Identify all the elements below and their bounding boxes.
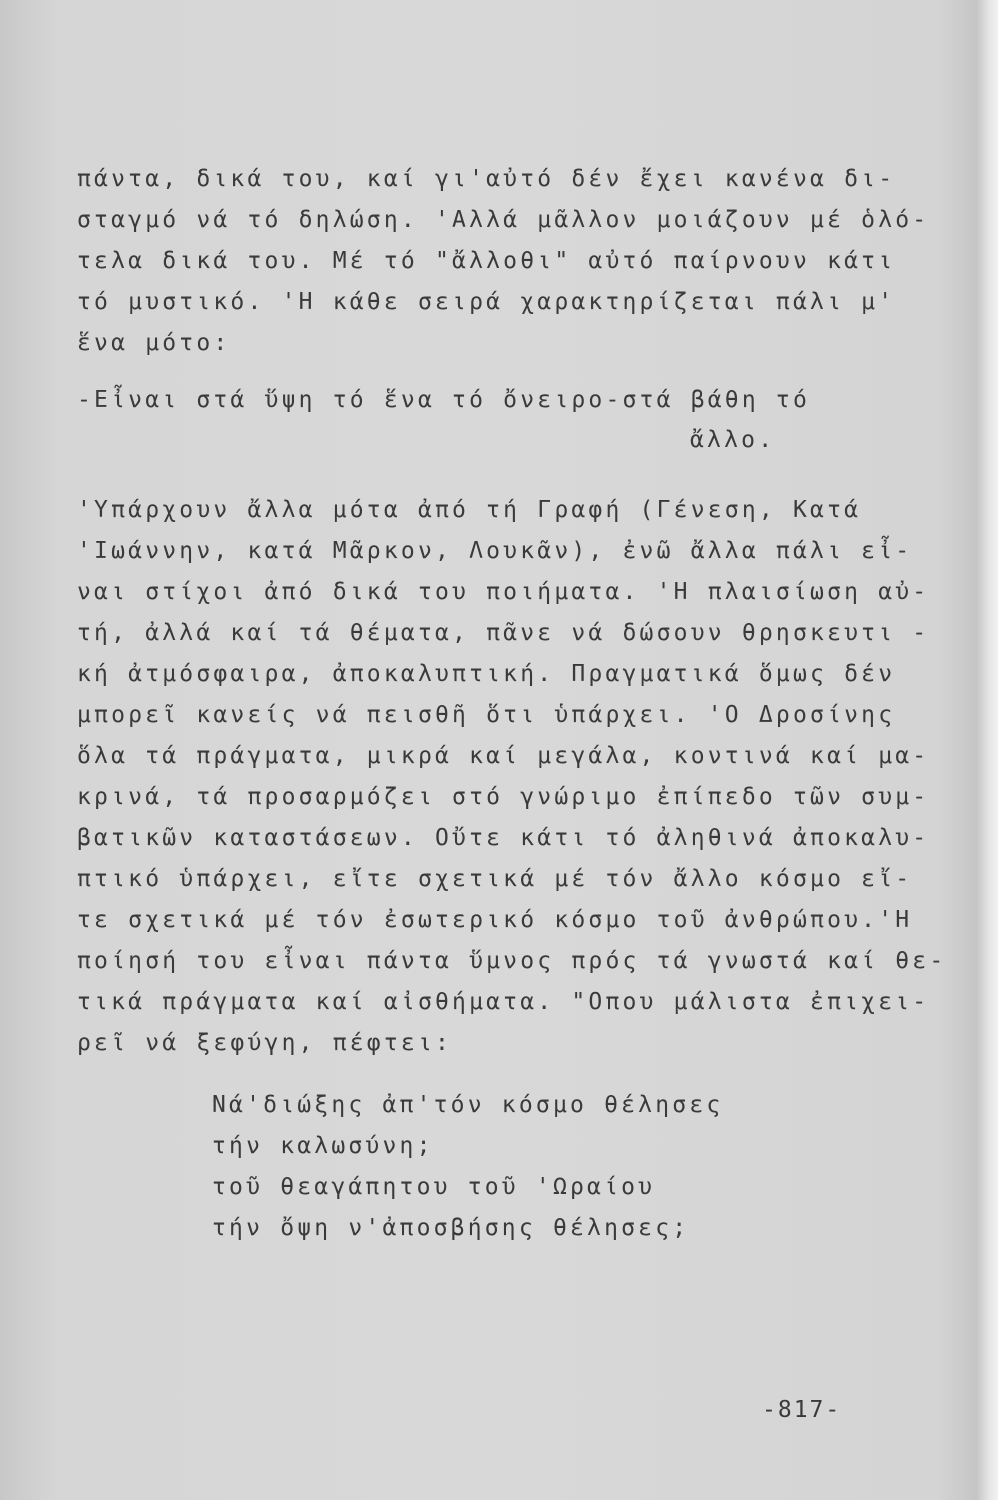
text-line: τε σχετικά μέ τόν ἐσωτερικό κόσμο τοῦ ἀνθρώπου.'Η [77,907,913,933]
text-line: ναι στίχοι ἀπό δικά του ποιήματα. 'Η πλαισίωση αὐ- [77,579,930,605]
page-edge [976,0,998,1500]
text-line: τικά πράγματα καί αἰσθήματα. "Οπου μάλιστα ἐπιχει- [77,989,930,1015]
text-line: μπορεῖ κανείς νά πεισθῆ ὅτι ὑπάρχει. 'Ο Δροσίνης [77,702,896,728]
text-line: ἕνα μότο: [77,330,231,356]
verse-line: τήν ὄψη ν'ἀποσβήσης θέλησες; [212,1215,690,1241]
text-line: σταγμό νά τό δηλώση. 'Αλλά μᾶλλον μοιάζουν μέ ὁλό- [77,207,930,233]
text-line: 'Ιωάννην, κατά Μᾶρκον, Λουκᾶν), ἐνῶ ἄλλα πάλι εἶ- [77,538,913,564]
verse-line: τήν καλωσύνη; [212,1133,434,1159]
page-number: -817- [762,1397,842,1423]
text-line: ποίησή του εἶναι πάντα ὕμνος πρός τά γνωστά καί θε- [77,948,947,974]
text-line: πτικό ὑπάρχει, εἴτε σχετικά μέ τόν ἄλλο κόσμο εἴ- [77,866,913,892]
text-line: τή, ἀλλά καί τά θέματα, πᾶνε νά δώσουν θρησκευτι - [77,620,930,646]
text-line: 'Υπάρχουν ἄλλα μότα ἀπό τή Γραφή (Γένεση, Κατά [77,497,862,523]
text-line: κρινά, τά προσαρμόζει στό γνώριμο ἐπίπεδο τῶν συμ- [77,784,930,810]
text-line: ρεῖ νά ξεφύγη, πέφτει: [77,1030,453,1056]
motto-line: ἄλλο. [690,427,776,453]
motto-line: -Εἶναι στά ὕψη τό ἕνα τό ὄνειρο-στά βάθη τό [77,387,811,413]
text-line: τελα δικά του. Μέ τό "ἄλλοθι" αὐτό παίρνουν κάτι [77,248,896,274]
text-line: βατικῶν καταστάσεων. Οὔτε κάτι τό ἀληθινά ἀποκαλυ- [77,825,930,851]
text-line: κή ἀτμόσφαιρα, ἀποκαλυπτική. Πραγματικά ὅμως δέν [77,661,896,687]
text-line: πάντα, δικά του, καί γι'αὐτό δέν ἔχει κανένα δι- [77,166,896,192]
text-line: ὅλα τά πράγματα, μικρά καί μεγάλα, κοντινά καί μα- [77,743,930,769]
verse-line: τοῦ θεαγάπητου τοῦ 'Ωραίου [212,1174,656,1200]
verse-line: Νά'διώξης ἀπ'τόν κόσμο θέλησες [212,1092,724,1118]
text-line: τό μυστικό. 'Η κάθε σειρά χαρακτηρίζεται πάλι μ' [77,289,896,315]
